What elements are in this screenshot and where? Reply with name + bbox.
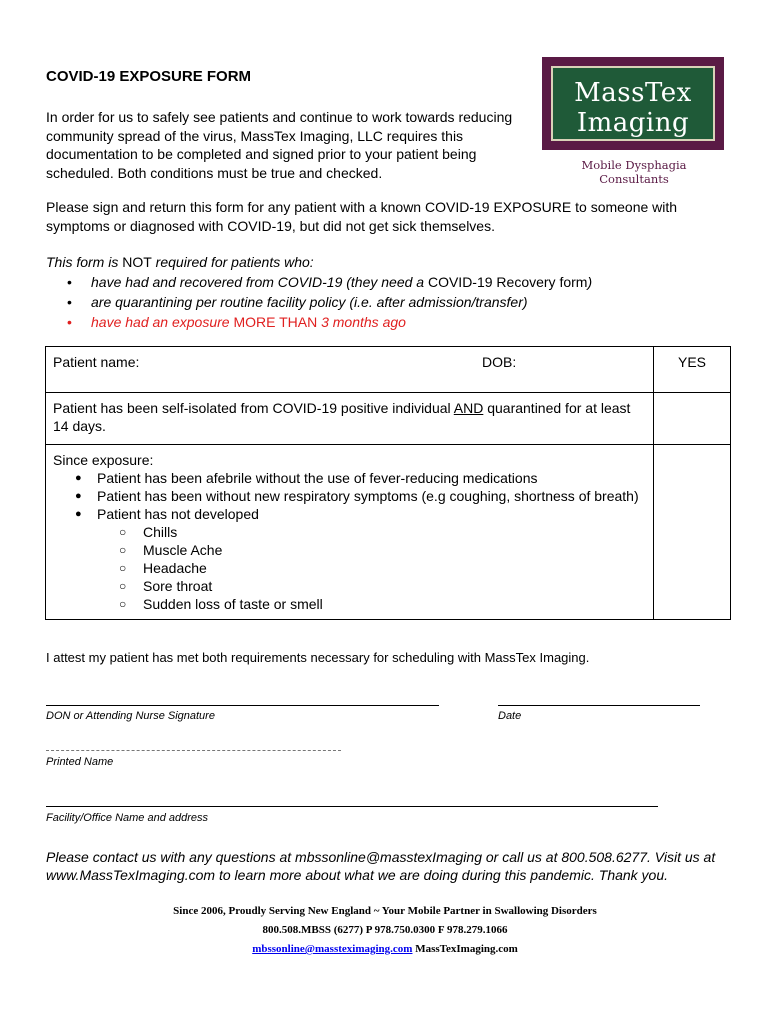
not-required-item: • are quarantining per routine facility policy (i.e. after admission/transfer) bbox=[91, 292, 736, 312]
since-exposure-condition bbox=[46, 445, 654, 620]
masstex-logo bbox=[542, 57, 724, 150]
isolation-check-box[interactable] bbox=[654, 393, 731, 445]
symptom-item: ○ Sudden loss of taste or smell bbox=[53, 595, 646, 613]
instructions-paragraph: Please sign and return this form for any patient with a known COVID-19 EXPOSURE to someone with symptoms or diagnosed with COVID-19, but did not get sick themselves. bbox=[46, 199, 678, 234]
symptom-item: ○ Sore throat bbox=[53, 577, 646, 595]
date-line[interactable] bbox=[498, 705, 700, 706]
not-required-item: • have had an exposure MORE THAN 3 months ago bbox=[91, 312, 736, 332]
not-required-section bbox=[46, 252, 736, 332]
symptom-item: ○ Muscle Ache bbox=[53, 541, 646, 559]
patient-info-cell[interactable] bbox=[46, 347, 654, 393]
exposure-checklist-table bbox=[45, 346, 731, 620]
symptom-item: ○ Headache bbox=[53, 559, 646, 577]
dob-label: DOB: bbox=[482, 354, 517, 370]
date-label: Date bbox=[498, 710, 522, 722]
printed-name-line[interactable] bbox=[46, 750, 341, 751]
since-exposure-label: Since exposure: bbox=[53, 452, 154, 468]
attestation-text: I attest my patient has met both requirements necessary for scheduling with MassTex Imaging. bbox=[46, 650, 590, 665]
logo-line-1: MassTex bbox=[574, 78, 692, 108]
signature-line[interactable] bbox=[46, 705, 439, 706]
patient-name-label: Patient name: bbox=[53, 354, 140, 370]
footer-tagline: Since 2006, Proudly Serving New England ~ Your Mobile Partner in Swallowing Disorders bbox=[173, 905, 597, 917]
symptom-item: ○ Chills bbox=[53, 523, 646, 541]
footer-website: MassTexImaging.com bbox=[415, 943, 518, 955]
contact-paragraph: Please contact us with any questions at mbssonline@masstexImaging or call us at 800.508.6277. Visit us at www.MassTexImaging.com to learn more about what we are doing during this pandemic. Thank you. bbox=[46, 849, 716, 883]
logo-line-2: Imaging bbox=[576, 108, 690, 138]
signature-label: DON or Attending Nurse Signature bbox=[46, 710, 215, 722]
logo-tagline: Mobile Dysphagia Consultants bbox=[581, 158, 687, 186]
printed-name-label: Printed Name bbox=[46, 756, 114, 768]
condition-bullet: ● Patient has been afebrile without the use of fever-reducing medications bbox=[53, 469, 646, 487]
footer bbox=[0, 902, 770, 959]
footer-phone: 800.508.MBSS (6277) P 978.750.0300 F 978.279.1066 bbox=[262, 924, 508, 936]
not-required-item: • have had and recovered from COVID-19 (they need a COVID-19 Recovery form) bbox=[91, 272, 736, 292]
since-exposure-check-box[interactable] bbox=[654, 445, 731, 620]
facility-line[interactable] bbox=[46, 806, 658, 807]
facility-label: Facility/Office Name and address bbox=[46, 812, 209, 824]
condition-bullet: ● Patient has been without new respiratory symptoms (e.g coughing, shortness of breath) bbox=[53, 487, 646, 505]
yes-header: YES bbox=[654, 347, 731, 393]
intro-paragraph: In order for us to safely see patients and continue to work towards reducing community spread of the virus, MassTex Imaging, LLC requires this documentation to be completed and signed prior to your patient being scheduled. Both conditions must be true and checked. bbox=[46, 109, 513, 181]
page-title: COVID-19 EXPOSURE FORM bbox=[46, 68, 252, 85]
footer-contact bbox=[0, 940, 770, 959]
footer-email-link[interactable]: mbssonline@massteximaging.com bbox=[252, 943, 413, 955]
condition-bullet: ● Patient has not developed bbox=[53, 505, 646, 523]
not-required-lead: This form is NOT required for patients who: bbox=[46, 254, 314, 270]
isolation-condition: Patient has been self-isolated from COVID-19 positive individual AND quarantined for at least 14 days. bbox=[46, 393, 654, 445]
